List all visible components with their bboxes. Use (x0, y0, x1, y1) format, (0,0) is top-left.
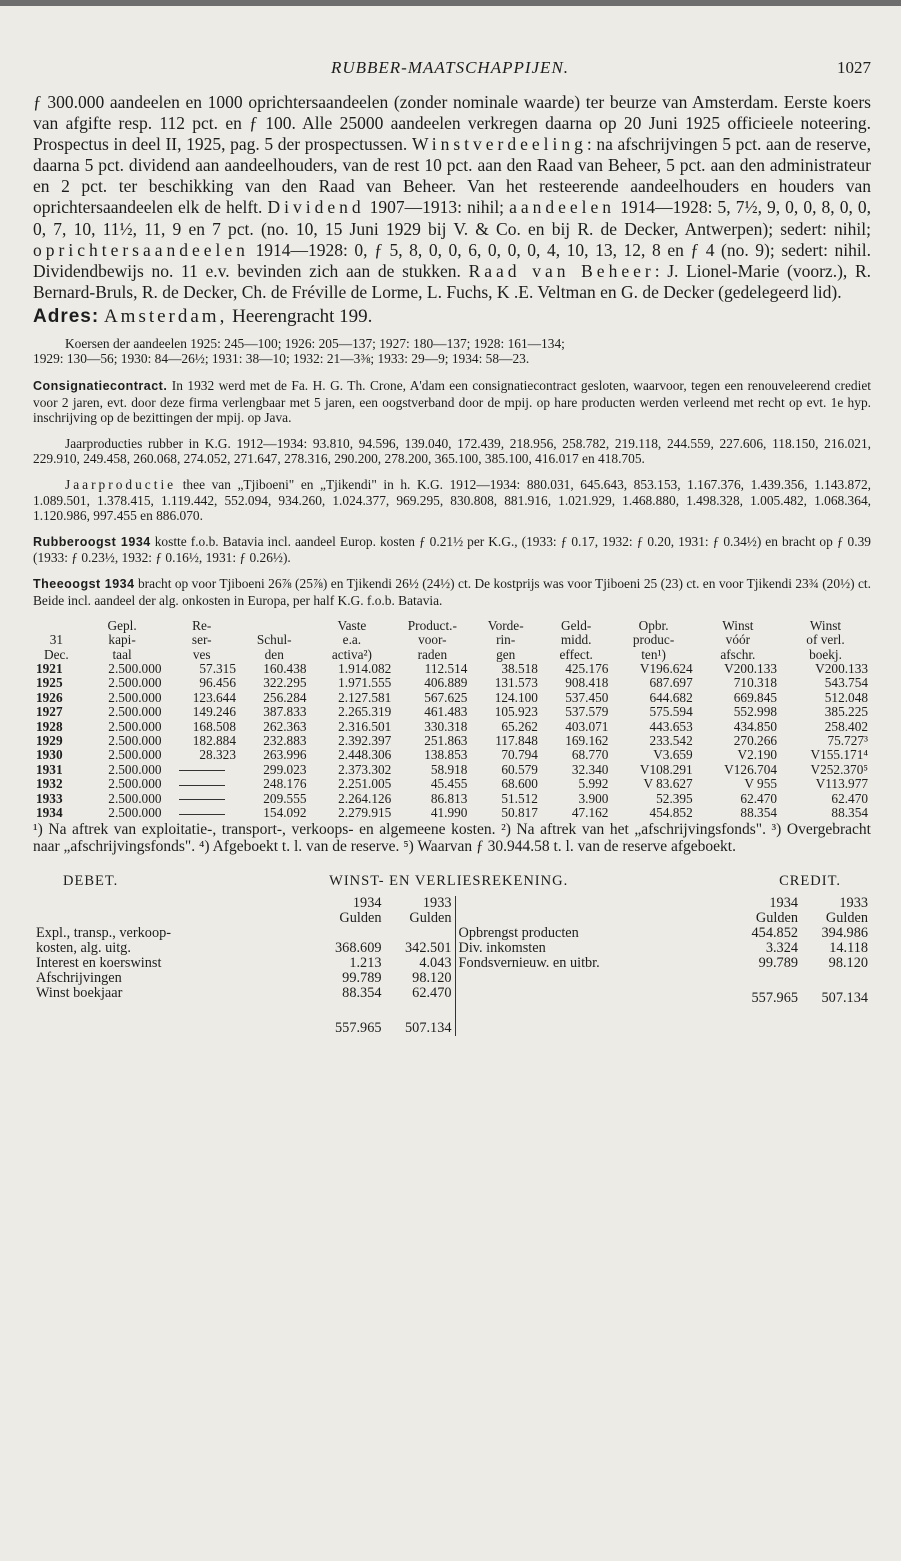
table-cell: 50.817 (501, 805, 538, 821)
debit-label: Afschrijvingen (36, 970, 122, 987)
column-header: den (264, 646, 284, 662)
header-row (33, 648, 871, 662)
table-cell: 123.644 (192, 689, 236, 705)
column-header: Opbr. (638, 617, 669, 633)
credit-value: 394.986 (821, 925, 868, 942)
table-cell: 406.889 (424, 675, 468, 691)
table-cell: 62.470 (740, 790, 777, 806)
pl-columns (33, 896, 871, 1036)
table-cell: 65.262 (501, 718, 538, 734)
table-cell: 3.900 (578, 790, 609, 806)
address-street: Heerengracht 199. (232, 305, 373, 327)
table-cell: V200.133 (815, 661, 868, 676)
table-cell: 669.845 (733, 689, 777, 705)
credit-year-1934: 1934 (769, 895, 798, 912)
consignment-text: In 1932 werd met de Fa. H. G. Th. Crone, A'dam een consignatiecontract gesloten, waarvoor, tegen een renouveleerend crediet voor 2 jaren, evt. door deze firma verlengbaar met 5 jaren, een oogstverband door de mpij. op hare producten werden verleend met recht op evt. 1e hyp. inschrijving op de bezittingen der mpij. op Java. (33, 378, 871, 425)
table-cell: 68.770 (571, 747, 609, 763)
column-header: vóór (725, 632, 751, 648)
table-cell: V2.190 (737, 747, 777, 763)
table-cell: 2.500.000 (108, 747, 162, 763)
table-cell: V252.370⁵ (810, 761, 868, 777)
table-cell: 322.295 (263, 675, 307, 691)
header-row (33, 633, 871, 647)
table-cell: 385.225 (824, 704, 868, 720)
debit-value: 98.120 (412, 970, 452, 987)
rubber-harvest (33, 534, 871, 565)
column-header: e.a. (342, 632, 362, 648)
credit-row (456, 941, 872, 956)
table-cell: 687.697 (649, 675, 693, 691)
table-cell: 575.594 (649, 704, 693, 720)
table-row (33, 676, 871, 690)
table-cell: 232.883 (263, 733, 307, 749)
table-row (33, 792, 871, 806)
year-cell: 1929 (36, 733, 63, 749)
empty-dash-cell (164, 806, 239, 820)
table-cell: 2.264.126 (338, 790, 392, 806)
column-header: Winst (809, 617, 842, 633)
tea-harvest-text: bracht op voor Tjiboeni 26⅞ (25⅞) en Tjikendi 26½ (24½) ct. De kostprijs was voor Tjiboeni 25 (23) ct. en voor Tjikendi 23¾ (20½) ct. Beide incl. aandeel der alg. onkosten in Europa, per half K.G. f.o.b. Batavia. (33, 576, 872, 608)
pl-heading (33, 873, 871, 890)
pl-title: WINST- EN VERLIESREKENING. (329, 873, 569, 890)
running-header (33, 58, 871, 92)
tea-production-text: thee van „Tjiboeni" en „Tjikendi" in h. K.G. 1912—1934: 880.031, 645.643, 853.153, 1.167.376, 1.439.356, 1.143.872, 1.089.501, 1.378.415, 1.119.442, 552.094, 934.260, 1.024.377, 969.295, 830.808, 881.916, 1.021.929, 1.468.880, 1.498.328, 1.005.482, 1.068.364, 1.120.986, 997.455 en 886.070. (33, 477, 871, 523)
tea-harvest-label: Theeoogst 1934 (33, 577, 135, 592)
table-row (33, 691, 871, 705)
table-row (33, 748, 871, 762)
column-header: ves (192, 646, 211, 662)
text-run: : na afschrijvingen 5 pct. aan de reserve, daarna 5 pct. dividend aan aandeelhouders, van de rest 10 pct. aan den Raad van Beheer, 5 pct. aan den administrateur en 2 pct. ter beschikking van den Raad van Beheer. Van het resteerende aandeelhouders en houders van oprichtersaandeelen elk de helft. (33, 134, 871, 218)
debit-value (385, 926, 455, 941)
table-cell: 45.455 (430, 776, 468, 792)
credit-unit-1934: Gulden (755, 910, 798, 927)
credit-label: CREDIT. (779, 873, 841, 890)
table-cell: 403.071 (565, 718, 609, 734)
oprichters-label: oprichtersaandeelen (33, 239, 249, 260)
debit-value (315, 926, 385, 941)
column-header: boekj. (809, 646, 842, 662)
credit-label: Fondsvernieuw. en uitbr. (458, 955, 600, 972)
debit-table (33, 896, 455, 1036)
address-label: Adres: (33, 305, 100, 327)
details-section (33, 336, 871, 608)
table-cell: 168.508 (192, 718, 236, 734)
debit-row (33, 956, 455, 971)
credit-unit-row (456, 911, 872, 926)
debit-value: 368.609 (335, 940, 382, 957)
table-cell: 41.990 (430, 805, 468, 821)
rubber-production-text: Jaarproducties rubber in K.G. 1912—1934: 93.810, 94.596, 139.040, 172.439, 218.956, 258.782, 219.118, 244.559, 227.606, 118.150, 216.021, 229.910, 249.458, 260.068, 274.052, 271.647, 278.316, 290.200, 278.200, 365.100, 385.100, 416.017 en 418.705. (33, 435, 871, 467)
table-cell: 149.246 (192, 704, 236, 720)
column-header: Dec. (43, 646, 69, 662)
credit-year-1933: 1933 (839, 895, 868, 912)
debit-total-value: 557.965 (335, 1020, 382, 1037)
debit-label: Expl., transp., verkoop- (36, 925, 171, 942)
raad-label: Raad van Beheer (468, 260, 655, 281)
dividend-label: Dividend (267, 197, 365, 218)
table-cell: 2.251.005 (338, 776, 392, 792)
column-header: Gepl. (107, 617, 137, 633)
table-cell: 2.500.000 (108, 776, 162, 792)
year-cell: 1933 (36, 790, 63, 806)
debit-side (33, 896, 456, 1036)
table-cell: 5.992 (578, 776, 609, 792)
table-row (33, 763, 871, 777)
winstverdeeling-label: Winstverdeeling (411, 134, 587, 155)
debit-value: 1.213 (349, 955, 382, 972)
debit-row (33, 926, 455, 941)
table-cell: 2.500.000 (108, 790, 162, 806)
table-cell: 2.500.000 (108, 805, 162, 821)
table-cell: 52.395 (656, 790, 693, 806)
credit-total-value: 507.134 (821, 990, 868, 1007)
credit-total-spacer (456, 971, 732, 1006)
column-header: rin- (496, 632, 516, 648)
table-cell: 2.500.000 (108, 661, 162, 676)
table-cell: 2.500.000 (108, 689, 162, 705)
year-cell: 1932 (36, 776, 63, 792)
table-row (33, 720, 871, 734)
table-cell: 68.600 (501, 776, 538, 792)
table-cell: 1.971.555 (338, 675, 392, 691)
tea-production-label: Jaarproductie (65, 477, 177, 493)
table-cell: 60.579 (501, 761, 538, 777)
table-cell: V3.659 (653, 747, 693, 763)
table-cell: 263.996 (263, 747, 307, 763)
debit-unit-row (33, 911, 455, 926)
table-cell: 2.500.000 (108, 718, 162, 734)
debit-value: 88.354 (342, 985, 382, 1002)
table-cell: 270.266 (733, 733, 777, 749)
table-cell: 88.354 (831, 805, 868, 821)
column-header: effect. (559, 646, 593, 662)
text-run: ƒ 300.000 aandeelen en 1000 oprichtersaandeelen (zonder nominale waarde) ter beurze van Amsterdam. Eerste koers van afgifte resp. 112 pct. en ƒ 100. Alle 25000 aandeelen verkregen daarna op 20 Juni 1925 officieele noteering. Prospectus in deel II, 1925, pag. 5 der prospectussen. (33, 92, 871, 155)
table-cell: V196.624 (639, 661, 693, 676)
table-cell: 105.923 (494, 704, 538, 720)
table-row (33, 806, 871, 820)
rubber-production (33, 436, 871, 466)
table-cell: 256.284 (263, 689, 307, 705)
table-cell: 88.354 (740, 805, 777, 821)
table-row (33, 777, 871, 791)
debit-label: Winst boekjaar (36, 985, 123, 1002)
column-header: 31 (49, 632, 63, 648)
address-city: Amsterdam, (103, 305, 228, 327)
credit-row (456, 956, 872, 971)
debit-label: kosten, alg. uitg. (36, 940, 131, 957)
debit-value: 99.789 (342, 970, 382, 987)
debit-row (33, 971, 455, 986)
column-header: Re- (192, 617, 212, 633)
empty-dash-cell (164, 777, 239, 791)
dash-line (179, 799, 225, 800)
table-cell: 58.918 (430, 761, 468, 777)
table-cell: V113.977 (815, 776, 868, 792)
dash-line (179, 814, 225, 815)
column-header: Schul- (256, 632, 292, 648)
table-cell: 537.450 (565, 689, 609, 705)
table-cell: 251.863 (424, 733, 468, 749)
credit-unit-1933: Gulden (825, 910, 868, 927)
column-header: raden (417, 646, 448, 662)
table-cell: 2.373.302 (338, 761, 392, 777)
credit-row (456, 926, 872, 941)
address-line (33, 306, 871, 328)
table-body (33, 662, 871, 820)
table-cell: 86.813 (430, 790, 468, 806)
table-cell: 2.279.915 (338, 805, 392, 821)
debit-row (33, 941, 455, 956)
table-cell: 537.579 (565, 704, 609, 720)
table-cell: 258.402 (824, 718, 868, 734)
table-cell: 2.265.319 (338, 704, 392, 720)
table-cell: V108.291 (639, 761, 693, 777)
footnote-text: ¹) Na aftrek van exploitatie-, transport-, verkoops- en algemeene kosten. ²) Na aftrek van het „afschrijvingsfonds". ³) Overgebracht naar „afschrijvingsfonds". ⁴) Afgeboekt t. l. van de reserve. ⁵) Waarvan ƒ 30.944.58 t. l. van de reserve afgeboekt. (33, 821, 871, 856)
text-run: 1907—1913: nihil; (364, 197, 510, 218)
column-header (33, 619, 80, 633)
credit-year-row (456, 896, 872, 911)
text-run: 1914—1928: 5, 7½, 9, 0, 0, 8, 0, 0, 0, 7, 10, 11½, 11, 9 en 7 pct. (no. 10, 15 Juni 1929 bij V. & Co. en bij R. de Decker, Antwerpen); sedert: nihil; (33, 197, 871, 239)
credit-value: 99.789 (758, 955, 798, 972)
credit-value: 98.120 (828, 955, 868, 972)
table-cell: 28.323 (199, 747, 236, 763)
table-cell: 38.518 (501, 661, 538, 676)
column-header: activa²) (331, 646, 372, 662)
table-cell: V200.133 (724, 661, 777, 676)
credit-total-value: 557.965 (751, 990, 798, 1007)
table-cell: 51.512 (501, 790, 538, 806)
year-cell: 1926 (36, 689, 63, 705)
table-cell: 710.318 (733, 675, 777, 691)
table-cell: 425.176 (565, 661, 609, 676)
table-cell: 2.316.501 (338, 718, 392, 734)
credit-value: 14.118 (829, 940, 868, 957)
column-header: Geld- (561, 617, 592, 633)
consignment-label: Consignatiecontract. (33, 379, 168, 394)
empty-dash-cell (164, 763, 239, 777)
debit-value: 4.043 (419, 955, 452, 972)
rubber-harvest-text: kostte f.o.b. Batavia incl. aandeel Europ. kosten ƒ 0.21½ per K.G., (1933: ƒ 0.17, 1932: ƒ 0.20, 1931: ƒ 0.34½) en bracht op ƒ 0.39 (1933: ƒ 0.23½, 1932: ƒ 0.16½, 1931: ƒ 0.26½). (33, 533, 871, 566)
year-cell: 1934 (36, 805, 63, 821)
column-header: taal (112, 646, 132, 662)
debit-value: 342.501 (405, 940, 452, 957)
table-row (33, 662, 871, 676)
table-cell: 262.363 (263, 718, 307, 734)
table-cell: 57.315 (199, 661, 236, 676)
table-cell: 96.456 (199, 675, 236, 691)
dash-line (179, 770, 225, 771)
tea-harvest (33, 576, 871, 607)
table-cell: 644.682 (649, 689, 693, 705)
table-cell: 160.438 (263, 661, 307, 676)
year-cell: 1927 (36, 704, 63, 720)
column-header: Winst (722, 617, 754, 633)
table-cell: 75.727³ (827, 733, 868, 749)
credit-total-row (456, 971, 872, 1006)
table-cell: 124.100 (494, 689, 538, 705)
column-header (239, 619, 310, 633)
debet-label: DEBET. (63, 873, 119, 890)
debit-unit-1934: Gulden (339, 910, 382, 927)
page (33, 58, 871, 1036)
column-header: afschr. (720, 646, 756, 662)
consignment-contract (33, 378, 871, 425)
page-top-edge (0, 0, 901, 6)
table-cell: 2.127.581 (338, 689, 392, 705)
column-header: ten¹) (641, 646, 666, 662)
column-header: Product.- (407, 617, 457, 633)
table-cell: 908.418 (565, 675, 609, 691)
table-cell: 131.573 (494, 675, 538, 691)
debit-row (33, 986, 455, 1001)
year-cell: 1928 (36, 718, 63, 734)
column-header: midd. (560, 632, 592, 648)
column-header: ser- (191, 632, 212, 648)
table-cell: 70.794 (501, 747, 538, 763)
table-cell: 1.914.082 (338, 661, 392, 676)
table-cell: 454.852 (649, 805, 693, 821)
credit-label: Div. inkomsten (458, 940, 546, 957)
header-row (33, 619, 871, 633)
credit-side (456, 896, 872, 1036)
year-cell: 1921 (36, 661, 63, 676)
debit-value: 62.470 (412, 985, 452, 1002)
table-cell: 154.092 (263, 805, 307, 821)
table-cell: 552.998 (733, 704, 777, 720)
table-cell: 138.853 (424, 747, 468, 763)
column-header: Vaste (337, 617, 367, 633)
table-cell: V 83.627 (643, 776, 693, 792)
table-cell: 248.176 (263, 776, 307, 792)
table-cell: 2.500.000 (108, 761, 162, 777)
year-cell: 1931 (36, 761, 63, 777)
table-cell: 567.625 (424, 689, 468, 705)
text-run: : J. Lionel-Marie (voorz.), R. Bernard-Bruls, R. de Decker, Ch. de Fréville de Lorme, L. Fuchs, K .E. Veltman en G. de Decker (gedelegeerd lid). (33, 260, 871, 302)
aandeelen-label: aandeelen (509, 197, 616, 218)
main-paragraph (33, 92, 871, 303)
table-cell: 443.653 (649, 718, 693, 734)
footnotes (33, 821, 871, 855)
share-prices (33, 336, 871, 366)
debit-year-row (33, 896, 455, 911)
table-cell: 387.833 (263, 704, 307, 720)
table-cell: 182.884 (192, 733, 236, 749)
debit-unit-1933: Gulden (409, 910, 452, 927)
credit-label: Opbrengst producten (458, 925, 579, 942)
year-cell: 1930 (36, 747, 63, 763)
debit-total-spacer (33, 1001, 315, 1036)
running-title: RUBBER-MAATSCHAPPIJEN. (330, 58, 570, 77)
table-cell: 209.555 (263, 790, 307, 806)
table-cell: V126.704 (724, 761, 777, 777)
table-cell: 2.392.397 (338, 733, 392, 749)
table-cell: 233.542 (649, 733, 693, 749)
page-number: 1027 (837, 58, 871, 77)
dash-line (179, 785, 225, 786)
credit-value: 3.324 (765, 940, 798, 957)
table-cell: 461.483 (424, 704, 468, 720)
table-cell: 112.514 (424, 661, 468, 676)
table-cell: 512.048 (824, 689, 868, 705)
table-cell: 2.500.000 (108, 675, 162, 691)
share-prices-line-1: Koersen der aandeelen 1925: 245—100; 1926: 205—137; 1927: 180—137; 1928: 161—134; (65, 335, 565, 351)
table-cell: 2.500.000 (108, 733, 162, 749)
debit-label: Interest en koerswinst (36, 955, 162, 972)
table-cell: 169.162 (565, 733, 609, 749)
table-cell: V155.171⁴ (810, 747, 868, 763)
table-cell: 434.850 (733, 718, 777, 734)
rubber-harvest-label: Rubberoogst 1934 (33, 534, 151, 549)
year-cell: 1925 (36, 675, 63, 691)
column-header: of verl. (806, 632, 845, 648)
debit-total-value: 507.134 (405, 1020, 452, 1037)
debit-year-1933: 1933 (422, 895, 452, 912)
text-run: 1914—1928: 0, ƒ 5, 8, 0, 0, 6, 0, 0, 0, 4, 10, 13, 12, 8 en ƒ 4 (no. 9); sedert: nihil. Dividendbewijs no. 11 e.v. bevinden zich aan de stukken. (33, 239, 871, 281)
share-prices-line-2: 1929: 130—56; 1930: 84—26½; 1931: 38—10; 1932: 21—3⅜; 1933: 29—9; 1934: 58—23. (33, 351, 530, 367)
table-row (33, 734, 871, 748)
debit-total-row (33, 1001, 455, 1036)
table-cell: 2.448.306 (338, 747, 392, 763)
credit-table (456, 896, 872, 1006)
tea-production (33, 477, 871, 523)
table-cell: 330.318 (424, 718, 468, 734)
table-cell: 62.470 (831, 790, 868, 806)
table-cell: 32.340 (571, 761, 609, 777)
company-description (33, 92, 871, 303)
table-cell: 47.162 (571, 805, 609, 821)
column-header: kapi- (108, 632, 136, 648)
table-cell: 117.848 (495, 733, 538, 749)
table-cell: 299.023 (263, 761, 307, 777)
table-cell: 543.754 (824, 675, 868, 691)
profit-loss-account (33, 873, 871, 1036)
debit-year-1934: 1934 (352, 895, 382, 912)
column-header: gen (496, 646, 516, 662)
column-header: Vorde- (487, 617, 524, 633)
table-row (33, 705, 871, 719)
table-cell: V 955 (744, 776, 777, 792)
column-header: produc- (632, 632, 675, 648)
credit-value: 454.852 (751, 925, 798, 942)
column-header: voor- (418, 632, 447, 648)
table-header (33, 619, 871, 662)
empty-dash-cell (164, 792, 239, 806)
financial-history-table (33, 619, 871, 821)
table-cell: 2.500.000 (108, 704, 162, 720)
